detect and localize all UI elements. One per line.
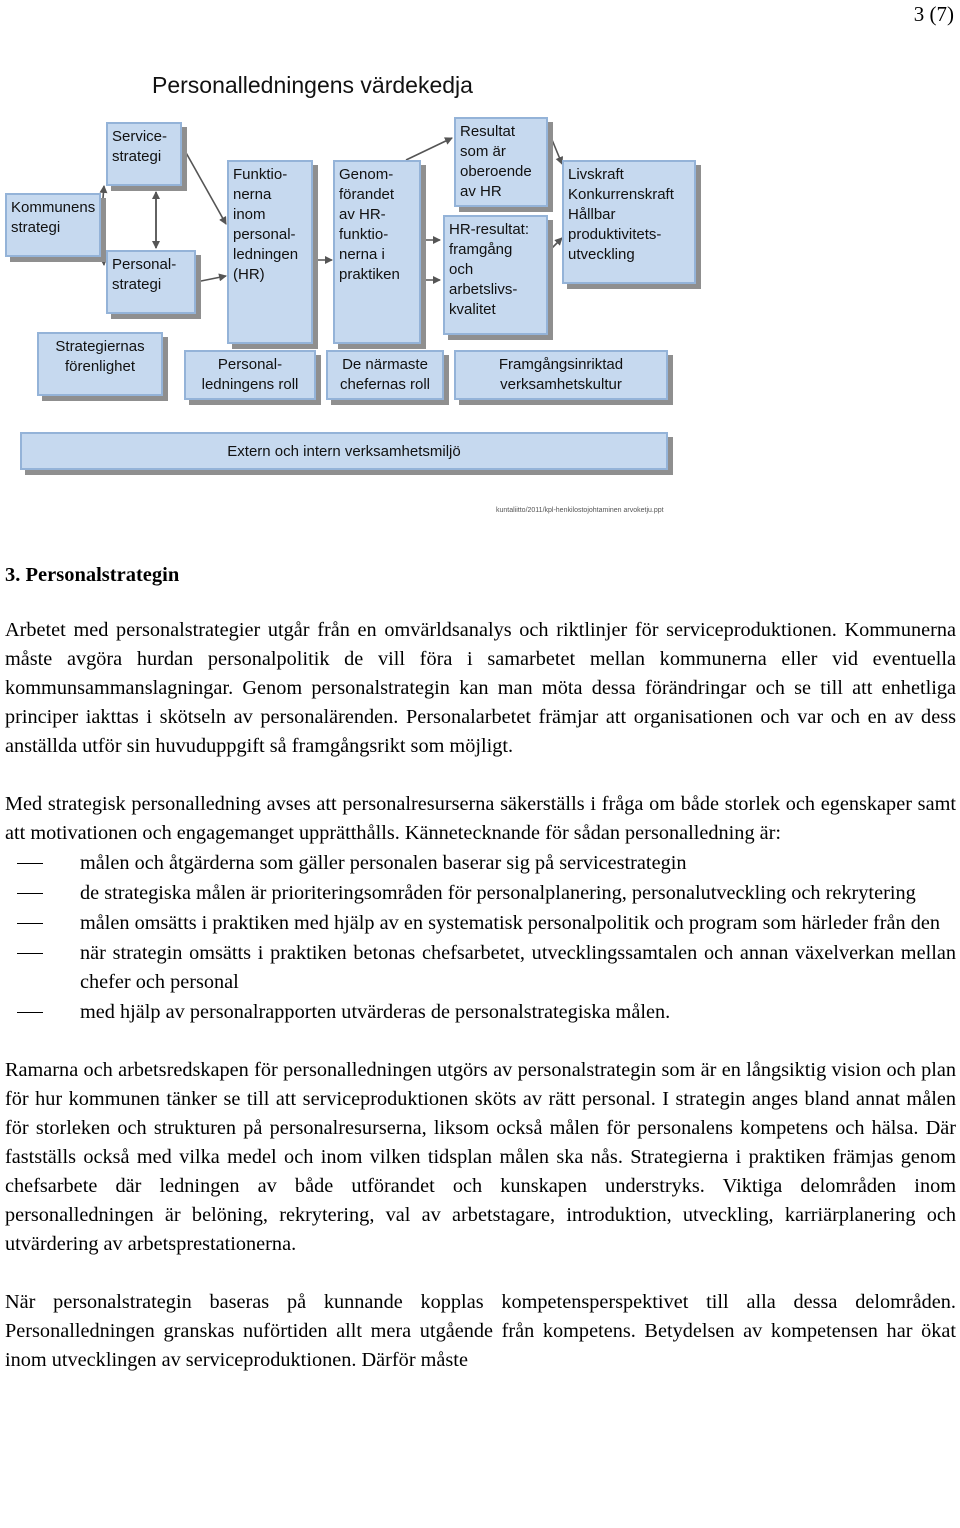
list-item: när strategin omsätts i praktiken betonas chefsarbetet, utvecklingssamtalen och annan växelverkan mellan chefer och personal — [5, 939, 956, 997]
list-item: målen omsätts i praktiken med hjälp av en systematisk personalpolitik och program som härleder från den — [5, 909, 956, 938]
paragraph-3: Ramarna och arbetsredskapen för personalledningen utgörs av personalstrategin som är en långsiktig vision och plan för hur kommunen tänker se till att serviceproduktionen sköts av rätt personal. I strategin anges bland annat målen för storleken och strukturen på personalresurserna, liksom också målen för personalens kompetens och hälsa. Där fastställs också med vilka medel och inom vilken tidsplan målen ska nås. Strategierna i praktiken främjas genom chefsarbete där ledningen av både utförandet och kunskapen understryks. Viktiga delområden inom personalledningen är belöning, rekrytering, val av arbetstagare, introduktion, utveckling, karriärplanering och utvärdering av arbetsprestationerna. — [5, 1059, 956, 1255]
list-item: med hjälp av personalrapporten utvärderas de personalstrategiska målen. — [5, 998, 956, 1027]
box-narmaste-chefernas-roll: De närmaste chefernas roll — [326, 350, 444, 400]
paragraph-2: Med strategisk personalledning avses att personalresurserna säkerställs i fråga om både storlek och egenskaper samt att motivationen och engagemanget upprätthålls. Kännetecknande för sådan personalledning är: — [5, 793, 956, 844]
bullet-list — [5, 849, 956, 1027]
arrow-genom-res — [406, 138, 452, 160]
arrow-kommun-service — [102, 186, 104, 210]
list-item: målen och åtgärderna som gäller personalen baserar sig på servicestrategin — [5, 849, 956, 878]
paragraph-1: Arbetet med personalstrategier utgår från en omvärldsanalys och riktlinjer för serviceproduktionen. Kommunerna måste avgöra hurdan personalpolitik de vill föra i samarbetet mellan kommunerna eller vid eventuella kommunsammanslagningar. Genom personalstrategin kan man möta dessa förändringar och se till att enhetliga principer iakttas i skötseln av personalärenden. Personalarbetet främjar att organisationen och var och en av dess anställda utför sin huvuduppgift så framgångsrikt som möjligt. — [5, 619, 956, 757]
box-kommunens-strategi: Kommunens strategi — [5, 193, 101, 257]
document-body — [5, 560, 956, 1404]
box-strategiernas-forenlighet: Strategiernas förenlighet — [37, 332, 163, 396]
box-funktionerna: Funktio- nerna inom personal- ledningen (HR) — [227, 160, 313, 344]
list-item: de strategiska målen är prioriteringsområden för personalplanering, personalutveckling och rekrytering — [5, 879, 956, 908]
box-hr-resultat: HR-resultat: framgång och arbetslivs- kvalitet — [443, 215, 548, 335]
paragraph-4: När personalstrategin baseras på kunnande kopplas kompetensperspektivet till alla dessa delområden. Personalledningen granskas nuförtiden allt mera utgående från kompetens. Betydelsen av kompetensen har ökat inom utvecklingen av serviceproduktionen. Därför måste — [5, 1291, 956, 1371]
box-extern-intern: Extern och intern verksamhetsmiljö — [20, 432, 668, 470]
section-heading: 3. Personalstrategin — [5, 564, 180, 586]
box-genomforandet: Genom- förandet av HR- funktio- nerna i praktiken — [333, 160, 421, 344]
arrow-service-funktion — [180, 142, 226, 224]
box-servicestrategi: Service- strategi — [106, 122, 182, 186]
box-personalledningens-roll: Personal- ledningens roll — [184, 350, 316, 400]
box-framgangsinriktad: Framgångsinriktad verksamhetskultur — [454, 350, 668, 400]
arrow-hr-livskraft — [548, 238, 562, 252]
diagram-caption: kuntaliitto/2011/kpl-henkilostojohtaminen arvoketju.ppt — [496, 507, 664, 514]
value-chain-diagram — [0, 60, 720, 520]
box-livskraft: Livskraft Konkurrenskraft Hållbar produktivitets- utveckling — [562, 160, 696, 284]
box-personalstrategi: Personal- strategi — [106, 250, 196, 314]
arrow-kommun-personal — [102, 230, 104, 265]
box-resultat-oberoende: Resultat som är oberoende av HR — [454, 117, 548, 207]
arrow-personal-funktion — [196, 276, 226, 282]
page-number: 3 (7) — [913, 2, 954, 26]
diagram-title: Personalledningens värdekedja — [152, 72, 473, 98]
arrow-res-livskraft — [548, 130, 562, 164]
